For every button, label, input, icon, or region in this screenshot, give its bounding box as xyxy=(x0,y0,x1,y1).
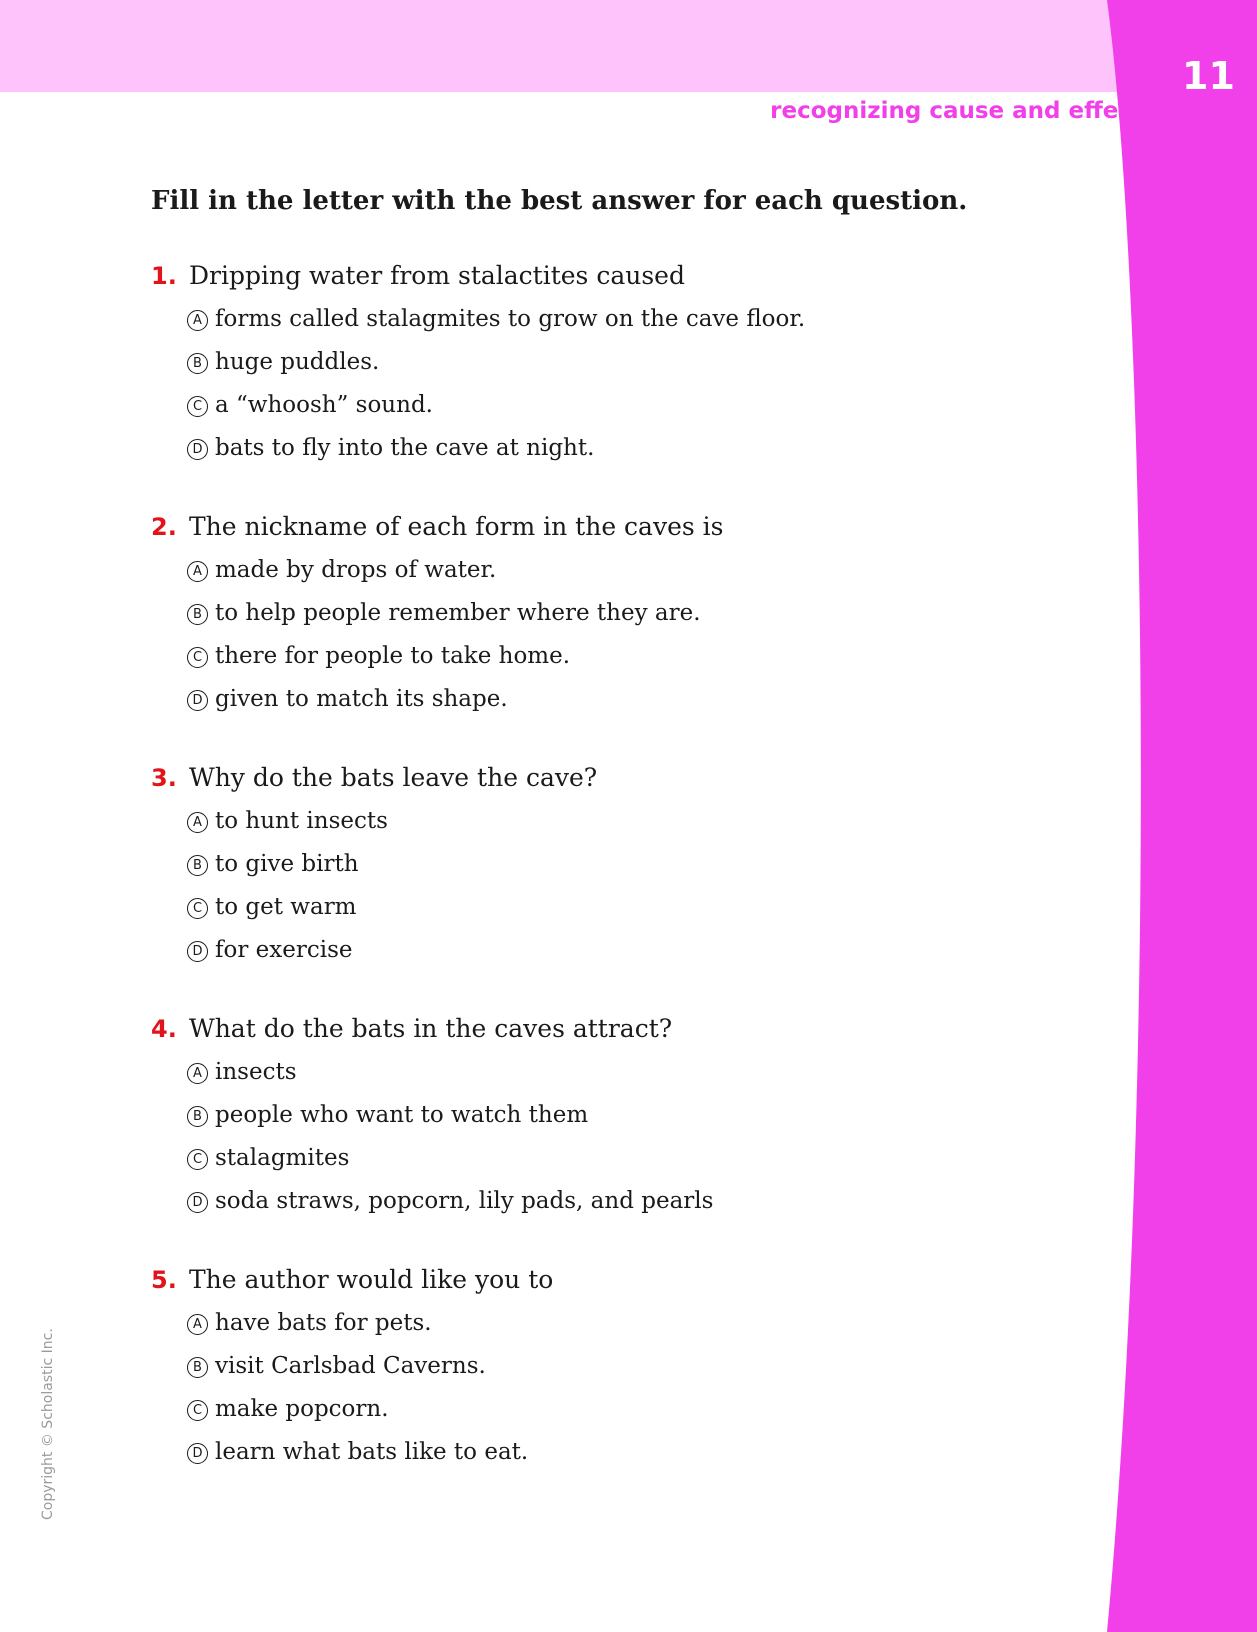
option-b[interactable] xyxy=(187,592,1051,635)
answer-bubble-d[interactable]: D xyxy=(187,1192,208,1213)
option-d[interactable] xyxy=(187,678,1051,721)
answer-bubble-b[interactable]: B xyxy=(187,1106,208,1127)
question-3 xyxy=(151,756,1051,972)
answer-bubble-b[interactable]: B xyxy=(187,353,208,374)
option-text: to get warm xyxy=(215,894,357,920)
option-text: have bats for pets. xyxy=(215,1310,432,1336)
option-text: made by drops of water. xyxy=(215,557,497,583)
option-text: stalagmites xyxy=(215,1145,350,1171)
option-text: there for people to take home. xyxy=(215,643,571,669)
option-text: given to match its shape. xyxy=(215,686,508,712)
answer-bubble-b[interactable]: B xyxy=(187,855,208,876)
option-text: soda straws, popcorn, lily pads, and pearls xyxy=(215,1188,714,1214)
option-b[interactable] xyxy=(187,843,1051,886)
option-text: insects xyxy=(215,1059,297,1085)
question-number: 3. xyxy=(151,764,177,792)
answer-bubble-c[interactable]: C xyxy=(187,1400,208,1421)
question-number: 1. xyxy=(151,262,177,290)
question-text: Dripping water from stalactites caused xyxy=(189,261,685,290)
option-text: for exercise xyxy=(215,937,353,963)
question-text: The author would like you to xyxy=(189,1265,554,1294)
question-5 xyxy=(151,1258,1051,1474)
option-text: forms called stalagmites to grow on the cave floor. xyxy=(215,306,806,332)
answer-bubble-a[interactable]: A xyxy=(187,1314,208,1335)
option-a[interactable] xyxy=(187,800,1051,843)
option-text: visit Carlsbad Caverns. xyxy=(215,1353,486,1379)
answer-bubble-a[interactable]: A xyxy=(187,561,208,582)
option-c[interactable] xyxy=(187,1388,1051,1431)
answer-bubble-b[interactable]: B xyxy=(187,604,208,625)
option-text: bats to fly into the cave at night. xyxy=(215,435,595,461)
option-text: to hunt insects xyxy=(215,808,388,834)
answer-bubble-a[interactable]: A xyxy=(187,310,208,331)
option-a[interactable] xyxy=(187,1302,1051,1345)
option-d[interactable] xyxy=(187,929,1051,972)
option-b[interactable] xyxy=(187,1094,1051,1137)
option-a[interactable] xyxy=(187,298,1051,341)
answer-bubble-c[interactable]: C xyxy=(187,1149,208,1170)
option-a[interactable] xyxy=(187,1051,1051,1094)
question-4 xyxy=(151,1007,1051,1223)
option-c[interactable] xyxy=(187,384,1051,427)
option-d[interactable] xyxy=(187,1431,1051,1474)
answer-bubble-d[interactable]: D xyxy=(187,439,208,460)
option-b[interactable] xyxy=(187,341,1051,384)
answer-bubble-c[interactable]: C xyxy=(187,898,208,919)
question-number: 4. xyxy=(151,1015,177,1043)
option-c[interactable] xyxy=(187,886,1051,929)
option-text: a “whoosh” sound. xyxy=(215,392,433,418)
answer-bubble-d[interactable]: D xyxy=(187,941,208,962)
question-number: 2. xyxy=(151,513,177,541)
option-c[interactable] xyxy=(187,635,1051,678)
answer-bubble-c[interactable]: C xyxy=(187,647,208,668)
question-1 xyxy=(151,254,1051,470)
skill-label: recognizing cause and effect xyxy=(770,98,1143,124)
option-text: learn what bats like to eat. xyxy=(215,1439,529,1465)
answer-bubble-b[interactable]: B xyxy=(187,1357,208,1378)
side-bar xyxy=(1107,0,1257,1632)
option-text: people who want to watch them xyxy=(215,1102,589,1128)
question-text: The nickname of each form in the caves is xyxy=(189,512,724,541)
option-text: huge puddles. xyxy=(215,349,380,375)
option-text: make popcorn. xyxy=(215,1396,389,1422)
instructions: Fill in the letter with the best answer for each question. xyxy=(151,186,968,216)
option-a[interactable] xyxy=(187,549,1051,592)
option-text: to help people remember where they are. xyxy=(215,600,701,626)
option-d[interactable] xyxy=(187,427,1051,470)
option-d[interactable] xyxy=(187,1180,1051,1223)
answer-bubble-d[interactable]: D xyxy=(187,1443,208,1464)
answer-bubble-c[interactable]: C xyxy=(187,396,208,417)
option-b[interactable] xyxy=(187,1345,1051,1388)
question-text: What do the bats in the caves attract? xyxy=(189,1014,673,1043)
answer-bubble-d[interactable]: D xyxy=(187,690,208,711)
question-text: Why do the bats leave the cave? xyxy=(189,763,598,792)
copyright-notice: Copyright © Scholastic Inc. xyxy=(40,1328,56,1520)
page-number: 11 xyxy=(1182,54,1235,98)
header-band xyxy=(0,0,1257,92)
option-c[interactable] xyxy=(187,1137,1051,1180)
answer-bubble-a[interactable]: A xyxy=(187,1063,208,1084)
question-2 xyxy=(151,505,1051,721)
answer-bubble-a[interactable]: A xyxy=(187,812,208,833)
question-number: 5. xyxy=(151,1266,177,1294)
option-text: to give birth xyxy=(215,851,359,877)
